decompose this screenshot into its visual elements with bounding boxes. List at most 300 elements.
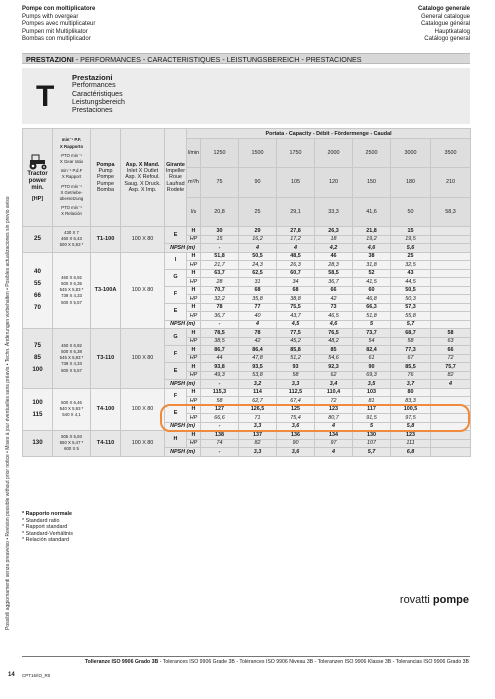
head-value: 68: [239, 286, 277, 295]
tractor-label: Tractor power min.: [27, 171, 48, 192]
header-right-line-3: Hauptkatalog: [434, 28, 470, 35]
impeller-code: G: [165, 269, 187, 286]
power-label: HP: [187, 295, 201, 304]
head-value: 50,5: [239, 252, 277, 261]
table-row: [23, 252, 471, 261]
npsh-label: NPSH (m): [165, 380, 201, 389]
header-left-line-0: Pompe con moltiplicatore: [22, 6, 96, 12]
inlet-outlet-size: 100 X 80: [121, 227, 165, 253]
x-gear: X Gear ratio: [59, 158, 84, 164]
tractor-power-value: 75: [34, 341, 41, 349]
impeller-code: F: [165, 286, 187, 303]
m3h-5: 180: [391, 167, 431, 198]
head-value: [431, 252, 471, 261]
lmin-0: 1250: [201, 139, 239, 168]
m3h-0: 75: [201, 167, 239, 198]
power-value: 40: [239, 312, 277, 321]
impeller-code: G: [165, 329, 187, 346]
npsh-value: 4: [431, 380, 471, 389]
tractor-power-value: 66: [34, 292, 41, 300]
power-value: 18: [315, 235, 353, 244]
impeller-code: E: [165, 405, 187, 422]
npsh-value: 4,6: [315, 320, 353, 329]
power-value: 82: [239, 439, 277, 448]
head-value: 130: [353, 431, 391, 440]
head-value: 70,7: [201, 286, 239, 295]
power-value: 36,7: [315, 278, 353, 287]
head-value: 26,3: [315, 227, 353, 236]
tolerances: [85, 659, 469, 665]
npsh-value: -: [201, 448, 239, 457]
section-bar-rest: - PERFORMANCES - CARACTERISTIQUES - LEISTUNGSBEREICH - PRESTACIONES: [73, 55, 362, 64]
lmin-2: 1750: [277, 139, 315, 168]
tractor-power-cell: [23, 431, 53, 457]
head-value: 127: [201, 405, 239, 414]
head-value: 68: [277, 286, 315, 295]
npsh-value: 3,7: [391, 380, 431, 389]
power-value: 50,3: [391, 295, 431, 304]
impeller-code: F: [165, 346, 187, 363]
power-value: 48,2: [315, 337, 353, 346]
head-value: 115,3: [201, 388, 239, 397]
power-label: HP: [187, 371, 201, 380]
power-value: 72: [315, 397, 353, 406]
npsh-value: [431, 448, 471, 457]
power-value: 58: [391, 337, 431, 346]
power-value: 21,7: [201, 261, 239, 270]
power-value: 74: [201, 439, 239, 448]
ls-6: 58,3: [431, 198, 471, 227]
note-0: * Rapporto normale: [22, 511, 73, 517]
npsh-label: NPSH (m): [165, 448, 201, 457]
npsh-value: 3,6: [277, 422, 315, 431]
head-value: 86,4: [239, 346, 277, 355]
tractor-power-value: 85: [34, 354, 41, 362]
head-value: 66: [315, 286, 353, 295]
tractor-power-value: 70: [34, 304, 41, 312]
ratio-value: 540 X 5,93 *: [59, 406, 84, 412]
power-label: HP: [187, 337, 201, 346]
section-bar: [22, 53, 470, 64]
power-value: 72: [431, 354, 471, 363]
power-value: 75,4: [277, 414, 315, 423]
ratio-cell: [53, 329, 91, 389]
npsh-value: 5,7: [391, 320, 431, 329]
head-value: 103: [353, 388, 391, 397]
hp-unit: [HP]: [31, 196, 44, 203]
npsh-value: 3,3: [277, 380, 315, 389]
power-value: 42: [239, 337, 277, 346]
impeller-code: E: [165, 363, 187, 380]
ratio-value: 550 X 5,47 *: [59, 440, 84, 446]
power-label: HP: [187, 312, 201, 321]
gir-h1: Impeller: [165, 168, 186, 175]
power-value: 31,8: [353, 261, 391, 270]
head-value: 77,5: [277, 329, 315, 338]
npsh-value: -: [201, 244, 239, 253]
npsh-value: -: [201, 320, 239, 329]
impeller-code: H: [165, 431, 187, 448]
power-value: 58: [277, 371, 315, 380]
lmin-1: 1500: [239, 139, 277, 168]
inlet-outlet-size: 100 X 80: [121, 252, 165, 329]
unit-m3h: m³/h: [187, 167, 201, 198]
min-pf: min⁻¹ P.F.: [61, 137, 82, 143]
unit-lmin: l/min: [187, 139, 201, 168]
head-value: 134: [315, 431, 353, 440]
head-value: 68,7: [391, 329, 431, 338]
ratio-value: 540 X 4,1: [62, 412, 81, 418]
head-value: [431, 286, 471, 295]
head-value: 75,7: [431, 363, 471, 372]
pump-model: T3-100A: [91, 252, 121, 329]
head-value: 60: [353, 286, 391, 295]
ratio-value: 500 X 6,46: [61, 399, 82, 405]
head-value: 137: [239, 431, 277, 440]
power-value: 80,7: [315, 414, 353, 423]
power-value: 46,5: [315, 312, 353, 321]
power-label: HP: [187, 414, 201, 423]
npsh-value: -: [201, 422, 239, 431]
head-value: 73,7: [353, 329, 391, 338]
head-value: 136: [277, 431, 315, 440]
ratio-header: [53, 129, 91, 227]
note-3: * Standard-Verhältnis: [22, 530, 73, 537]
power-label: HP: [187, 235, 201, 244]
lmin-5: 3000: [391, 139, 431, 168]
power-value: 41,5: [353, 278, 391, 287]
pump-header: [91, 129, 121, 227]
head-label: H: [187, 269, 201, 278]
npsh-value: [431, 320, 471, 329]
npsh-value: 3,3: [239, 422, 277, 431]
head-label: H: [187, 329, 201, 338]
tractor-power-value: 40: [34, 267, 41, 275]
brand-name: rovatti: [399, 594, 430, 606]
head-value: 15: [391, 227, 431, 236]
head-value: 25: [391, 252, 431, 261]
head-value: 75,5: [277, 303, 315, 312]
page-number: 14: [8, 672, 15, 678]
head-value: 73: [315, 303, 353, 312]
m3h-1: 90: [239, 167, 277, 198]
power-value: 76: [391, 371, 431, 380]
power-value: 81: [353, 397, 391, 406]
power-value: 32,5: [391, 261, 431, 270]
header-right-line-1: General catalogue: [420, 13, 470, 20]
head-value: 138: [201, 431, 239, 440]
power-value: 91,5: [353, 414, 391, 423]
ratio-value: 430 X 7: [64, 229, 79, 235]
power-value: 34: [277, 278, 315, 287]
ratio-value: 600 X 5: [64, 446, 79, 452]
npsh-value: 5,7: [353, 448, 391, 457]
power-value: 62,7: [239, 397, 277, 406]
header-left: [22, 6, 95, 44]
head-label: H: [187, 388, 201, 397]
power-value: 97,5: [391, 414, 431, 423]
npsh-value: 4: [315, 448, 353, 457]
ratio-value: 739 X 4,33: [61, 361, 82, 367]
asp-h4: Asp. X Imp.: [128, 186, 157, 193]
ls-3: 33,3: [315, 198, 353, 227]
side-notice: [3, 70, 15, 630]
power-value: [431, 235, 471, 244]
power-label: HP: [187, 397, 201, 406]
head-value: 90: [353, 363, 391, 372]
ratio-value: 500 X 6,35: [61, 280, 82, 286]
head-value: 58: [431, 329, 471, 338]
impeller-code: E: [165, 303, 187, 320]
ratio-value: 500 X 5,93 *: [59, 242, 84, 248]
power-value: 55,8: [391, 312, 431, 321]
m3h-6: 210: [431, 167, 471, 198]
head-value: 38: [353, 252, 391, 261]
head-label: H: [187, 405, 201, 414]
ratio-cell: [53, 252, 91, 329]
power-value: 51,2: [277, 354, 315, 363]
head-value: 85: [315, 346, 353, 355]
head-value: 93,5: [239, 363, 277, 372]
header-right-line-0: Catalogo generale: [417, 6, 470, 12]
power-value: 28: [201, 278, 239, 287]
power-value: 46,8: [353, 295, 391, 304]
lmin-6: 3500: [431, 139, 471, 168]
power-value: 17,2: [277, 235, 315, 244]
ratio-value: 460 X 6,43: [61, 236, 82, 242]
power-value: 107: [353, 439, 391, 448]
power-value: 69,3: [353, 371, 391, 380]
npsh-value: 4: [239, 244, 277, 253]
npsh-value: 6,8: [391, 448, 431, 457]
ratio-value: 739 X 4,33: [61, 293, 82, 299]
head-value: 66: [431, 346, 471, 355]
head-value: 46: [315, 252, 353, 261]
head-value: 85,5: [391, 363, 431, 372]
ratio-value: 500 X 5,57: [61, 367, 82, 373]
npsh-label: NPSH (m): [165, 422, 201, 431]
ratio-value: 460 X 6,92: [61, 274, 82, 280]
head-label: H: [187, 286, 201, 295]
head-label: H: [187, 303, 201, 312]
asp-h2: Asp. X Refoul.: [125, 174, 160, 181]
npsh-value: 3,3: [239, 448, 277, 457]
head-value: 78: [201, 303, 239, 312]
table-row: [23, 329, 471, 338]
head-value: 123: [391, 431, 431, 440]
tolerances-bold: Tolleranze ISO 9906 Grado 3B: [84, 659, 159, 665]
ratio-value: 545 X 5,83 *: [59, 287, 84, 293]
ls-5: 50: [391, 198, 431, 227]
head-value: [431, 227, 471, 236]
power-value: 54: [353, 337, 391, 346]
head-value: 60,7: [277, 269, 315, 278]
head-label: H: [187, 252, 201, 261]
head-value: 66,3: [353, 303, 391, 312]
head-value: 52: [353, 269, 391, 278]
power-value: [431, 312, 471, 321]
head-value: 27,8: [277, 227, 315, 236]
pump-h2: Pompe: [96, 174, 115, 181]
impeller-code: E: [165, 227, 187, 244]
tractor-power-value: 100: [32, 366, 43, 374]
tractor-power-cell: [23, 227, 53, 253]
npsh-label: NPSH (m): [165, 244, 201, 253]
head-value: 77: [239, 303, 277, 312]
power-value: 28,3: [315, 261, 353, 270]
series-letter: T: [36, 80, 55, 113]
tractor-power-cell: [23, 388, 53, 431]
gir-h4: Rodete: [166, 186, 185, 193]
pto-relacion: PTO min⁻¹: [61, 205, 82, 211]
min-pdf: min⁻¹ P.d.F: [60, 168, 83, 174]
inlet-outlet-header: [121, 129, 165, 227]
tractor-power-value: 25: [34, 235, 41, 243]
ratio-cell: [53, 431, 91, 457]
pump-model: T4-100: [91, 388, 121, 431]
ratio-value: 460 X 6,92: [61, 342, 82, 348]
lmin-3: 2000: [315, 139, 353, 168]
head-value: 80: [391, 388, 431, 397]
power-value: 83,3: [391, 397, 431, 406]
x-rapporto: X Rapporto: [59, 143, 84, 149]
header-right-line-2: Catalogue général: [420, 21, 470, 28]
npsh-value: 5: [353, 320, 391, 329]
head-value: 43: [391, 269, 431, 278]
m3h-4: 150: [353, 167, 391, 198]
power-value: [431, 295, 471, 304]
power-value: 53,8: [239, 371, 277, 380]
npsh-value: 5: [353, 422, 391, 431]
power-value: 16,2: [239, 235, 277, 244]
pto-gear: PTO min⁻¹: [61, 152, 82, 158]
head-value: 112,5: [277, 388, 315, 397]
note-2: * Rapport standard: [22, 524, 68, 531]
npsh-value: -: [201, 380, 239, 389]
power-value: 38,8: [277, 295, 315, 304]
capacity-header: Portata - Capacity - Débit - Fördermenge - Caudal: [187, 129, 471, 139]
note-1: * Standard ratio: [22, 517, 60, 524]
head-value: 62,5: [239, 269, 277, 278]
power-value: 26,3: [277, 261, 315, 270]
tractor-power-value: 100: [32, 399, 43, 407]
power-value: 71: [239, 414, 277, 423]
pump-model: T4-110: [91, 431, 121, 457]
power-value: 47,8: [239, 354, 277, 363]
power-value: 19,5: [391, 235, 431, 244]
head-value: 63,7: [201, 269, 239, 278]
title-line-4: Prestaciones: [72, 107, 113, 115]
m3h-3: 120: [315, 167, 353, 198]
lmin-4: 2500: [353, 139, 391, 168]
pump-h4: Bomba: [96, 186, 115, 193]
inlet-outlet-size: 100 X 80: [121, 329, 165, 389]
gir-h2: Roue: [169, 174, 182, 181]
power-value: 19,2: [353, 235, 391, 244]
header-left-line-2: Pompes avec multiplicateur: [22, 21, 96, 28]
ls-2: 29,1: [277, 198, 315, 227]
head-value: 58,5: [315, 269, 353, 278]
m3h-2: 105: [277, 167, 315, 198]
power-value: 63: [431, 337, 471, 346]
power-value: 66,6: [201, 414, 239, 423]
npsh-value: 3,6: [277, 448, 315, 457]
header-right-line-4: Catálogo general: [424, 36, 470, 43]
power-value: 36,7: [201, 312, 239, 321]
power-value: 32,2: [201, 295, 239, 304]
npsh-value: 4,5: [277, 320, 315, 329]
npsh-value: 4: [277, 244, 315, 253]
power-value: 111: [391, 439, 431, 448]
asp-h1: Inlet X Outlet: [126, 168, 159, 175]
head-value: 57,3: [391, 303, 431, 312]
npsh-value: 4: [239, 320, 277, 329]
power-value: 67: [391, 354, 431, 363]
table-row: [23, 388, 471, 397]
head-value: 78,5: [201, 329, 239, 338]
title-box: [22, 68, 470, 124]
tractor-power-value: 130: [32, 439, 43, 447]
title-line-3: Leistungsbereich: [72, 98, 125, 106]
npsh-value: 4,2: [315, 244, 353, 253]
head-value: [431, 269, 471, 278]
power-value: [431, 278, 471, 287]
highlight-annotation: [160, 404, 470, 432]
head-value: [431, 303, 471, 312]
x-rapport: X Rapport: [61, 174, 82, 180]
x-relacion: X Relación: [61, 211, 82, 217]
head-value: 48,5: [277, 252, 315, 261]
head-value: 100,5: [391, 405, 431, 414]
pump-model: T3-110: [91, 329, 121, 389]
ratio-cell: [53, 388, 91, 431]
pump-model: T1-100: [91, 227, 121, 253]
power-value: 24,3: [239, 261, 277, 270]
head-label: H: [187, 346, 201, 355]
npsh-value: 5,8: [391, 422, 431, 431]
page-header: [22, 6, 470, 50]
header-right: [418, 6, 470, 44]
npsh-value: 3,4: [315, 380, 353, 389]
head-value: 21,8: [353, 227, 391, 236]
power-value: 42: [315, 295, 353, 304]
note-4: * Relación standard: [22, 537, 70, 544]
pump-h3: Pumpe: [96, 180, 115, 187]
power-value: 54,6: [315, 354, 353, 363]
head-value: 110,4: [315, 388, 353, 397]
power-value: 49,3: [201, 371, 239, 380]
head-value: 85,8: [277, 346, 315, 355]
power-value: 45,2: [277, 337, 315, 346]
head-label: H: [187, 227, 201, 236]
ratio-value: 545 X 5,83 *: [59, 355, 84, 361]
head-value: [431, 388, 471, 397]
gir-h3: Laufrad: [166, 180, 185, 187]
impeller-header: [165, 129, 187, 227]
footer-divider: [22, 656, 470, 657]
pump-h1: Pump: [98, 168, 113, 175]
title-line-0: Prestazioni: [72, 73, 113, 82]
pump-h0: Pompa: [96, 161, 115, 168]
power-value: 90: [277, 439, 315, 448]
inlet-outlet-size: 100 X 80: [121, 388, 165, 431]
head-value: 117: [353, 405, 391, 414]
power-label: HP: [187, 261, 201, 270]
head-value: 30: [201, 227, 239, 236]
ratio-cell: [53, 227, 91, 253]
power-value: 58: [201, 397, 239, 406]
tractor-power-header: [23, 129, 53, 227]
